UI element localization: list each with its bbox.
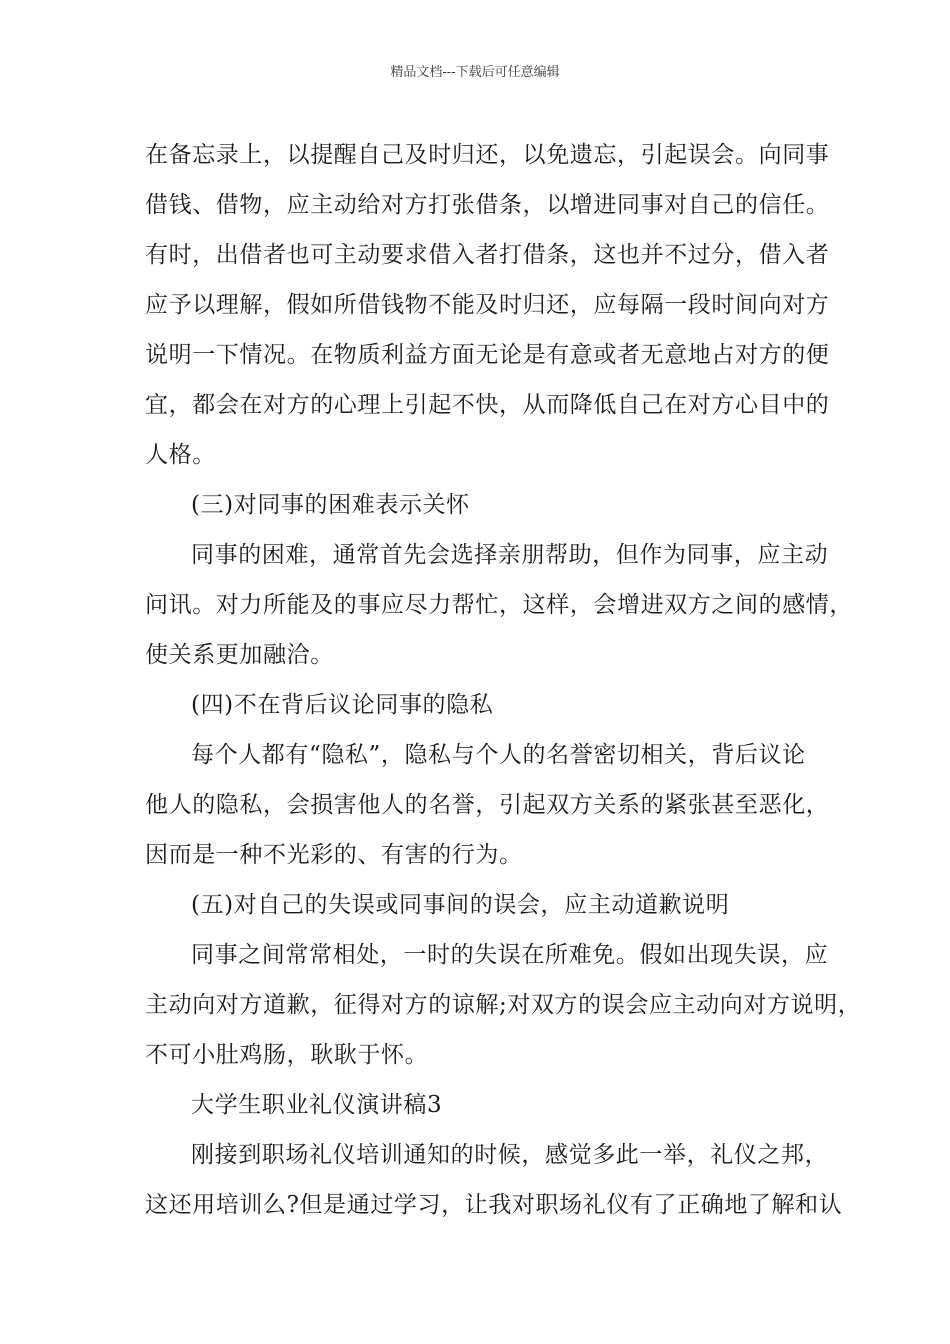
text-line: 在备忘录上，以提醒自己及时归还，以免遗忘，引起误会。向同事 xyxy=(145,142,830,168)
document-title: 大学生职业礼仪演讲稿3 xyxy=(191,1092,443,1118)
text-line: 每个人都有“隐私”，隐私与个人的名誉密切相关，背后议论 xyxy=(191,742,806,768)
text-line: 借钱、借物，应主动给对方打张借条，以增进同事对自己的信任。 xyxy=(145,192,830,218)
text-line: 说明一下情况。在物质利益方面无论是有意或者无意地占对方的便 xyxy=(145,342,830,368)
text-line: 这还用培训么?但是通过学习，让我对职场礼仪有了正确地了解和认 xyxy=(145,1192,843,1218)
section-heading: (三)对同事的困难表示关怀 xyxy=(191,492,470,518)
section-heading: (四)不在背后议论同事的隐私 xyxy=(191,692,494,718)
text-line: 不可小肚鸡肠，耿耿于怀。 xyxy=(145,1042,429,1068)
text-line: 宜，都会在对方的心理上引起不快，从而降低自己在对方心目中的 xyxy=(145,392,830,418)
document-body xyxy=(145,130,862,1230)
text-line: 问讯。对力所能及的事应尽力帮忙，这样，会增进双方之间的感情， xyxy=(145,592,853,618)
text-line: 同事之间常常相处，一时的失误在所难免。假如出现失误，应 xyxy=(191,942,829,968)
section-heading: (五)对自己的失误或同事间的误会，应主动道歉说明 xyxy=(191,892,730,918)
text-line: 有时，出借者也可主动要求借入者打借条，这也并不过分，借入者 xyxy=(145,242,830,268)
text-line: 主动向对方道歉，征得对方的谅解;对双方的误会应主动向对方说明， xyxy=(145,992,862,1018)
text-line: 应予以理解，假如所借钱物不能及时归还，应每隔一段时间向对方 xyxy=(145,292,830,318)
page-header: 精品文档---下载后可任意编辑 xyxy=(390,65,560,80)
text-line: 使关系更加融洽。 xyxy=(145,642,334,668)
text-line: 同事的困难，通常首先会选择亲朋帮助，但作为同事，应主动 xyxy=(191,542,829,568)
text-line: 他人的隐私，会损害他人的名誉，引起双方关系的紧张甚至恶化， xyxy=(145,792,830,818)
text-line: 因而是一种不光彩的、有害的行为。 xyxy=(145,842,523,868)
text-line: 人格。 xyxy=(145,442,216,468)
text-line: 刚接到职场礼仪培训通知的时候，感觉多此一举，礼仪之邦， xyxy=(191,1142,829,1168)
